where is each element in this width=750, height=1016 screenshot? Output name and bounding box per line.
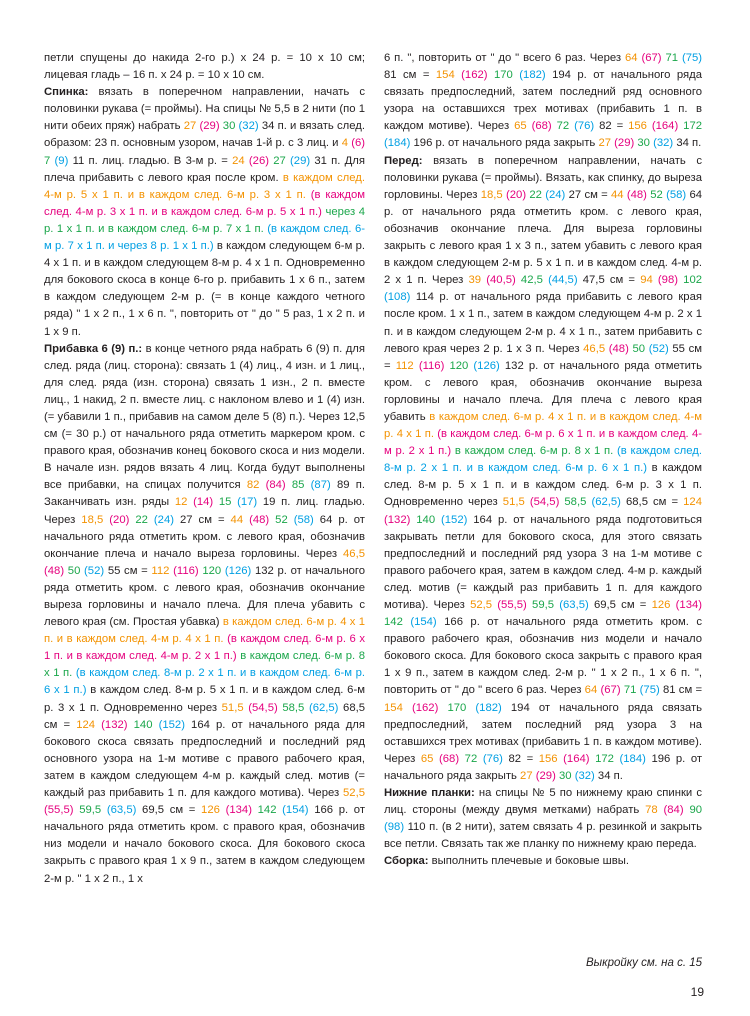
size-value: (152) <box>158 718 185 731</box>
size-value: (116) <box>418 359 445 372</box>
text-run: 194 от начального ряда связать предпоследний, затем последний ряд узора 3 на оставшихся трех мотивах (прибавить 1 п. в каждом мотиве). Через <box>384 701 703 765</box>
size-value: 27 <box>183 120 197 133</box>
paragraph <box>384 50 702 153</box>
text-run: 19 п. лиц. гладью. Через <box>44 496 366 526</box>
size-value: (48) <box>608 342 629 355</box>
size-value: (126) <box>473 359 500 372</box>
text-run: 81 см = <box>384 69 436 82</box>
text-run: 64 р. от начального ряда отметить кром. с левого края, обозначив окончание плеча и начало выреза горловины. Через <box>44 513 365 560</box>
size-value: (17) <box>237 496 258 509</box>
text-run: 196 р. от начального ряда закрыть <box>410 137 599 150</box>
text-run: 11 п. лиц. гладью. В 3-м р. = <box>68 154 233 167</box>
size-value: (76) <box>574 120 595 133</box>
size-value: (62,5) <box>591 496 621 509</box>
text-run: 110 п. (в 2 нити), затем связать 4 р. резинкой и закрыть все петли. Связать так же планку по нижнему краю переда. <box>384 821 702 851</box>
text-run: 55 см = <box>104 564 152 577</box>
size-value: 142 <box>257 804 277 817</box>
size-value: 15 <box>218 496 232 509</box>
size-value: 42,5 <box>520 274 543 287</box>
size-value: 50 <box>632 342 646 355</box>
paragraph <box>44 84 365 340</box>
size-value: 58,5 <box>282 701 305 714</box>
right-column <box>384 50 702 871</box>
size-value: 65 <box>514 120 527 133</box>
size-value: 82 <box>246 479 260 492</box>
size-value: 24 <box>232 154 245 167</box>
size-value: (84) <box>265 479 286 492</box>
size-value: (в каждом след. 6-м р. 6 х 1 п. и в каждом след. 4-м р. 2 х 1 п.) <box>44 633 365 663</box>
size-value: 22 <box>529 188 542 201</box>
text-run: 166 р. от начального ряда отметить кром. с правого края, обозначив низ модели и начало бокового скоса. Для бокового скоса закрыть с правого края 1 х 9 п., затем в каждом следующем 2-м р. " 1 х 2 п., 1 х <box>44 804 366 885</box>
size-value: 46,5 <box>343 547 365 560</box>
size-value: 4 <box>341 137 348 150</box>
size-value: (164) <box>651 120 679 133</box>
size-value: через 4 р. 1 х 1 п. и в каждом след. 6-м р. 7 х 1 п. <box>44 205 365 235</box>
size-value: 154 <box>384 701 403 714</box>
size-value: 140 <box>416 513 436 526</box>
text-run: 164 р. от начального ряда для бокового скоса связать предпоследний и последний ряд основного узора на 1-м мотиве с правого рабочего края, затем в каждом следующем 4-м р. каждый след. мотив (= каждый раз прибавить 1 п. для каждого мотива). Через <box>44 718 366 800</box>
text-run: 47,5 см = <box>577 274 641 287</box>
text-run: 164 р. от начального ряда подготовиться закрывать петли для бокового скоса, для этого связать предпоследний и последний ряд узора 3 на 1-м мотиве с правого рабочего края, затем в каждом след. 4-м р. каждый след. мотив (= каждый раз прибавить 1 п. для каждого мотива). Через <box>384 513 703 611</box>
size-value: 65 <box>420 752 434 765</box>
text-run: в каждом следующем 6-м р. 4 х 1 п. и в каждом следующем 8-м р. 4 х 1 п. Одновременно для бокового скоса в конце 6-го р. прибавить 1 х 6 п., затем в каждом следующем 2-м р. (= в конце каждого четного ряда) " 1 х 2 п., 1 х 6 п. ", повторить от " до " 5 раз, 1 х 2 п. и 1 х 9 п. <box>44 240 365 338</box>
size-value: в каждом след. 6-м р. 8 х 1 п. <box>454 445 614 458</box>
size-value: 120 <box>202 564 222 577</box>
size-value: (в каждом след. 6-м р. 7 х 1 п. и через 8 р. 1 х 1 п.) <box>44 222 366 253</box>
size-value: в каждом след. 4-м р. 5 х 1 п. и в каждом след. 6-м р. 3 х 1 п. <box>44 171 365 201</box>
section-heading: Перед: <box>384 154 423 167</box>
size-value: 78 <box>645 804 658 817</box>
size-value: (14) <box>193 496 214 509</box>
size-value: (54,5) <box>248 701 278 714</box>
size-value: (132) <box>101 718 128 731</box>
size-value: 72 <box>464 752 478 765</box>
text-run: 55 см = <box>384 342 702 372</box>
text-run: 194 р. от начального ряда связать предпоследний, затем последний ряд основного узора на оставшихся трех мотивах (прибавить 1 п. в каждом мотиве). Через <box>384 69 703 133</box>
size-value: (68) <box>531 120 552 133</box>
size-value: (в каждом след. 4-м р. 3 х 1 п. и в каждом след. 6-м р. 5 х 1 п.) <box>44 188 366 218</box>
section-heading: Сборка: <box>384 855 429 868</box>
page-number: 19 <box>690 985 704 999</box>
text-run: 27 см = <box>565 188 611 201</box>
size-value: (24) <box>153 513 175 526</box>
size-value: (29) <box>535 769 556 782</box>
size-value: 124 <box>683 496 702 509</box>
size-value: 64 <box>584 684 598 697</box>
size-value: (32) <box>238 120 259 133</box>
size-value: (184) <box>619 752 646 765</box>
size-value: 52,5 <box>343 787 365 800</box>
size-value: 156 <box>628 120 647 133</box>
size-value: (132) <box>384 513 411 526</box>
size-value: 44 <box>230 513 244 526</box>
pattern-reference: Выкройку см. на с. 15 <box>586 957 702 969</box>
left-column <box>44 50 365 888</box>
size-value: 154 <box>435 69 455 82</box>
size-value: (в каждом след. 8-м р. 2 х 1 п. и в каждом след. 6-м р. 6 х 1 п.) <box>384 445 702 475</box>
text-run: 132 р. от начального ряда отметить кром. с левого края, обозначив окончание выреза горловины и начало плеча. Для плеча с левого края убавить <box>384 359 702 423</box>
size-value: 51,5 <box>502 496 525 509</box>
size-value: 50 <box>67 564 81 577</box>
size-value: (58) <box>666 188 687 201</box>
size-value: 51,5 <box>221 701 244 714</box>
size-value: 30 <box>222 120 236 133</box>
text-run: 196 р. от начального ряда закрыть <box>384 752 703 782</box>
size-value: (164) <box>563 752 590 765</box>
text-run: 82 = <box>594 120 629 133</box>
text-run: в конце четного ряда набрать 6 (9) п. для след. ряда (лиц. сторона): связать 1 (4) лиц., 4 изн. и 1 лиц., для след. ряда (изн. сторона) связать 1 изн., 2 п. вместе лиц., 1 накид, 2 п. вместе лиц. с наклоном влево и 1 (4) изн. (= убавили 1 п., прибавив на самом деле 5 (8) п.). Через 12,5 см (= 30 р.) от начального ряда отметить маркером кром. с правого края, обозначив конец бокового скоса и низ модели. В начале изн. рядов вязать 4 лиц. Когда будут выполнены все прибавки, на спицах получится <box>44 342 365 492</box>
paragraph <box>44 341 365 888</box>
size-value: (154) <box>410 616 437 629</box>
size-value: 59,5 <box>79 804 102 817</box>
text-run: 132 р. от начального ряда отметить кром. с левого края, обозначив окончание выреза горловины и начало плеча. Для плеча убавить с левого края (см. Простая убавка) <box>44 564 366 629</box>
size-value: (67) <box>600 684 621 697</box>
text-run: 82 = <box>502 752 539 765</box>
size-value: (48) <box>249 513 270 526</box>
size-value: (76) <box>482 752 503 765</box>
size-value: 59,5 <box>532 599 555 611</box>
text-run <box>403 702 412 714</box>
size-value: (134) <box>675 599 703 611</box>
size-value: 102 <box>683 274 703 287</box>
size-value: (32) <box>653 137 674 150</box>
size-value: (20) <box>506 188 527 201</box>
text-run: вязать в поперечном направлении, начать с половинки рукава (= проймы). Вязать, как спинку, до выреза горловины. Через <box>384 154 702 201</box>
size-value: 170 <box>447 701 467 714</box>
size-value: (184) <box>384 137 411 150</box>
size-value: (108) <box>384 291 411 304</box>
size-value: (63,5) <box>106 804 137 817</box>
size-value: 170 <box>493 69 513 82</box>
text-run: выполнить плечевые и боковые швы. <box>428 855 629 868</box>
size-value: (48) <box>626 188 647 201</box>
text-run: 64 р. от начального ряда отметить кром. с левого края, обозначив окончание плеча. Для выреза горловины закрыть с левого края 1 х 3 п., затем убавить с левого края в каждом следующем 2-м р. 5 х 1 п. и в каждом след. 4-м р. 2 х 1 п. Через <box>384 188 703 287</box>
size-value: 112 <box>151 564 170 577</box>
size-value: 30 <box>637 137 650 150</box>
size-value: (162) <box>461 69 488 82</box>
size-value: (52) <box>648 342 669 355</box>
size-value: (29) <box>199 120 220 133</box>
size-value: (68) <box>439 752 460 765</box>
size-value: 39 <box>468 274 482 287</box>
size-value: (67) <box>641 52 662 64</box>
size-value: 71 <box>623 684 637 697</box>
size-value: 27 <box>273 154 286 167</box>
size-value: 64 <box>624 52 638 64</box>
size-value: (152) <box>441 513 468 526</box>
size-value: 44 <box>611 188 624 201</box>
size-value: 85 <box>291 479 305 492</box>
text-run: 68,5 см = <box>620 496 684 509</box>
size-value: 30 <box>558 769 572 782</box>
text-run: вязать в поперечном направлении, начать с половинки рукава (= проймы). На спицы № 5,5 в 2 нити (по 1 нити обеих пряж) набрать <box>44 86 365 133</box>
size-value: (62,5) <box>308 701 339 714</box>
size-value: 156 <box>538 752 558 765</box>
text-run: 31 п. Для плеча прибавить с левого края после кром. <box>44 154 366 184</box>
size-value: 172 <box>683 120 703 133</box>
size-value: (126) <box>224 564 252 577</box>
size-value: (54,5) <box>529 496 560 509</box>
size-value: 140 <box>133 718 153 731</box>
size-value: 94 <box>640 274 653 287</box>
size-value: (24) <box>545 188 566 201</box>
size-value: (в каждом след. 8-м р. 2 х 1 п. и в каждом след. 6-м р. 6 х 1 п.) <box>44 667 366 697</box>
size-value: в каждом след. 6-м р. 4 х 1 п. и в каждом след. 4-м р. 4 х 1 п. <box>384 410 703 441</box>
size-value: 58,5 <box>564 496 587 509</box>
size-value: 126 <box>201 804 220 817</box>
size-value: (48) <box>44 564 65 577</box>
size-value: 18,5 <box>81 513 104 526</box>
text-run: 34 п. <box>673 137 702 150</box>
size-value: (84) <box>663 804 684 817</box>
size-value: (75) <box>681 52 703 64</box>
size-value: (98) <box>657 274 679 287</box>
size-value: 71 <box>665 52 679 64</box>
text-run: 69,5 см = <box>136 804 202 817</box>
text-run: в каждом след. 8-м р. 5 х 1 п. и в каждом след. 6-м р. 3 х 1 п. Одновременно через <box>44 684 365 714</box>
section-heading: Спинка: <box>44 86 89 99</box>
size-value: 172 <box>595 752 614 765</box>
paragraph <box>384 853 702 870</box>
size-value: 52 <box>275 513 288 526</box>
size-value: (40,5) <box>486 274 516 287</box>
size-value: (44,5) <box>548 274 578 287</box>
size-value: 142 <box>384 616 403 629</box>
text-run: петли спущены до накида 2-го р.) х 24 р. = 10 х 10 см; лицевая гладь – 16 п. х 24 р. = 10 х 10 см. <box>44 52 365 82</box>
size-value: (182) <box>475 701 502 714</box>
size-value: (98) <box>384 821 405 834</box>
size-value: (26) <box>248 154 269 167</box>
size-value: 72 <box>556 120 570 133</box>
size-value: (9) <box>54 154 69 167</box>
size-value: 27 <box>520 769 533 782</box>
text-run: 34 п. и вязать след. образом: 23 п. основным узором, начав 1-й р. с 3 лиц. и <box>44 120 365 150</box>
size-value: (58) <box>293 513 314 526</box>
paragraph <box>44 50 365 84</box>
size-value: (162) <box>411 701 439 714</box>
size-value: 126 <box>651 599 671 611</box>
size-value: (63,5) <box>559 599 589 611</box>
text-run: 81 см = <box>659 684 703 697</box>
size-value: (29) <box>614 137 635 150</box>
section-heading: Нижние планки: <box>384 787 475 800</box>
text-run: 34 п. <box>594 769 623 782</box>
text-run: 89 п. Заканчивать изн. ряды <box>44 479 365 509</box>
size-value: (116) <box>173 564 199 577</box>
size-value: (20) <box>109 513 130 526</box>
size-value: (55,5) <box>497 599 527 611</box>
size-value: (32) <box>574 769 595 782</box>
size-value: 124 <box>76 718 96 731</box>
size-value: 22 <box>135 513 148 526</box>
size-value: 27 <box>598 137 612 150</box>
size-value: 12 <box>174 496 188 509</box>
text-run: 166 р. от начального ряда отметить кром. с правого рабочего края, обозначив низ модели и начало бокового скоса. Для бокового скоса закрыть с правого края 1 х 9 п., затем в каждом след. 2-м р. " 1 х 2 п., 1 х 6 п. ", повторить от " до " всего 6 раз. Через <box>384 616 702 697</box>
size-value: (29) <box>290 154 311 167</box>
size-value: 52,5 <box>470 599 493 611</box>
size-value: 120 <box>449 359 469 372</box>
size-value: (134) <box>225 804 252 817</box>
text-run: 114 р. от начального ряда прибавить с левого края после кром. 1 х 1 п., затем в каждом следующем 4-м р. 2 х 1 п. и в каждом следующем 2-м р. 4 х 1 п., затем прибавить с левого края через 2 р. 1 х 3 п. Через <box>384 291 702 355</box>
size-value: 18,5 <box>480 188 503 201</box>
size-value: (55,5) <box>44 804 74 817</box>
text-run: 69,5 см = <box>588 599 652 611</box>
text-run: в каждом след. 8-м р. 5 х 1 п. и в каждом след. 6-м р. 3 х 1 п. Одновременно через <box>384 462 702 509</box>
size-value: (87) <box>310 479 331 492</box>
size-value: в каждом след. 6-м р. 4 х 1 п. и в каждом след. 4-м р. 4 х 1 п. <box>44 616 365 646</box>
text-run: 6 п. ", повторить от " до " всего 6 раз. Через <box>384 52 625 64</box>
size-value: 7 <box>44 154 51 167</box>
paragraph <box>384 153 702 785</box>
size-value: (154) <box>282 804 309 817</box>
size-value: 112 <box>395 359 414 372</box>
size-value: (75) <box>639 684 660 697</box>
text-run: 68,5 см = <box>44 701 366 731</box>
size-value: (в каждом след. 6-м р. 6 х 1 п. и в каждом след. 4-м р. 2 х 1 п.) <box>384 428 702 458</box>
size-value: 46,5 <box>583 342 606 355</box>
text-run: 27 см = <box>174 513 231 526</box>
size-value: 52 <box>650 188 663 201</box>
size-value: в каждом след. 6-м р. 8 х 1 п. <box>44 650 365 680</box>
size-value: (182) <box>519 69 546 82</box>
size-value: (52) <box>84 564 105 577</box>
section-heading: Прибавка 6 (9) п.: <box>44 342 143 355</box>
size-value: 90 <box>689 804 703 817</box>
paragraph <box>384 785 702 853</box>
text-run: на спицы № 5 по нижнему краю спинки с лиц. стороны (между двумя метками) набрать <box>384 787 702 817</box>
size-value: (6) <box>351 137 365 150</box>
